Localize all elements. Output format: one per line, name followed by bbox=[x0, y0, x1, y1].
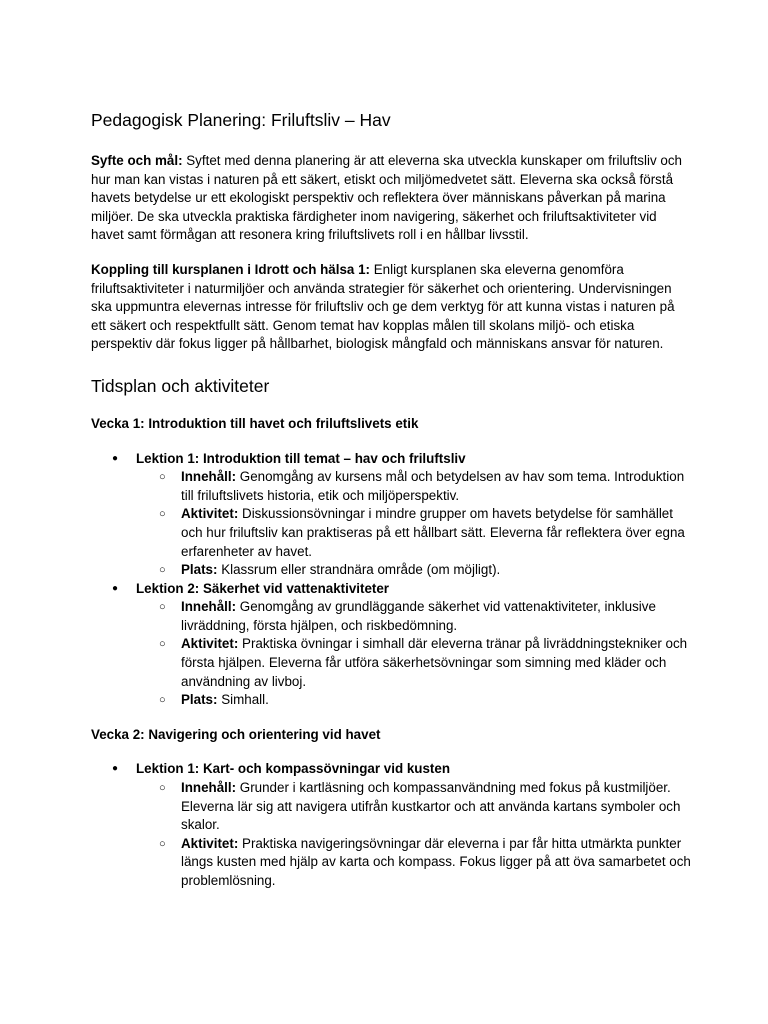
item-text: Simhall. bbox=[217, 692, 269, 708]
curriculum-paragraph bbox=[91, 261, 691, 354]
purpose-paragraph bbox=[91, 152, 691, 245]
curriculum-text: Enligt kursplanen ska eleverna genomföra friluftsaktiviteter i naturmiljöer och använda strategier för säkerhet och orientering. Undervisningen ska uppmuntra elevernas intresse för friluftsliv och ge dem verktyg för att kunna vistas i naturen på ett säkert och respektfullt sätt. Genom temat hav kopplas målen till skolans miljö- och etiska perspektiv där fokus ligger på hållbarhet, biologisk mångfald och människans ansvar för naturen. bbox=[91, 261, 675, 352]
lesson-title: Lektion 1: Introduktion till temat – hav och friluftsliv bbox=[136, 450, 466, 466]
week-2-heading: Vecka 2: Navigering och orientering vid havet bbox=[91, 726, 381, 742]
circle-bullet-icon: ○ bbox=[159, 782, 166, 795]
lesson-title: Lektion 1: Kart- och kompassövningar vid kusten bbox=[136, 761, 450, 777]
list-item bbox=[91, 561, 691, 580]
item-text: Praktiska navigeringsövningar där eleverna i par får hitta utmärkta punkter längs kusten med hjälp av karta och kompass. Fokus ligger på att öva samarbetet och problemlösning. bbox=[181, 835, 691, 888]
circle-bullet-icon: ○ bbox=[159, 508, 166, 521]
circle-bullet-icon: ○ bbox=[159, 694, 166, 707]
bullet-icon: ● bbox=[112, 452, 119, 464]
document-page bbox=[91, 108, 691, 891]
circle-bullet-icon: ○ bbox=[159, 837, 166, 850]
item-label: Innehåll: bbox=[181, 469, 237, 485]
lesson-title: Lektion 2: Säkerhet vid vattenaktiviteter bbox=[136, 580, 390, 596]
item-text: Genomgång av kursens mål och betydelsen av hav som tema. Introduktion till friluftslivets historia, etik och miljöperspektiv. bbox=[181, 469, 685, 503]
item-label: Plats: bbox=[181, 562, 218, 578]
list-item bbox=[91, 635, 691, 691]
list-item bbox=[91, 598, 691, 635]
item-text: Grunder i kartläsning och kompassanvändning med fokus på kustmiljöer. Eleverna lär sig att navigera utifrån kustkartor och att använda kartans symboler och skalor. bbox=[181, 780, 681, 833]
circle-bullet-icon: ○ bbox=[159, 564, 166, 577]
item-text: Genomgång av grundläggande säkerhet vid vattenaktiviteter, inklusive livräddning, första hjälpen, och riskbedömning. bbox=[181, 599, 656, 633]
item-label: Innehåll: bbox=[181, 780, 237, 796]
list-item bbox=[91, 505, 691, 561]
list-item bbox=[91, 691, 691, 710]
schedule-heading: Tidsplan och aktiviteter bbox=[91, 375, 270, 396]
week-2-lesson-1 bbox=[91, 760, 691, 890]
purpose-label: Syfte och mål: bbox=[91, 153, 183, 168]
document-title: Pedagogisk Planering: Friluftsliv – Hav bbox=[91, 110, 391, 130]
week-1-heading: Vecka 1: Introduktion till havet och friluftslivets etik bbox=[91, 415, 419, 431]
circle-bullet-icon: ○ bbox=[159, 601, 166, 614]
bullet-icon: ● bbox=[112, 763, 119, 775]
item-label: Aktivitet: bbox=[181, 506, 239, 522]
bullet-icon: ● bbox=[112, 582, 119, 594]
list-item bbox=[91, 779, 691, 835]
week-1-lesson-2 bbox=[91, 580, 691, 710]
item-label: Aktivitet: bbox=[181, 835, 239, 851]
item-label: Aktivitet: bbox=[181, 636, 239, 652]
curriculum-label: Koppling till kursplanen i Idrott och hälsa 1: bbox=[91, 261, 370, 277]
item-text: Diskussionsövningar i mindre grupper om havets betydelse för samhället och hur friluftsliv kan praktiseras på ett hållbart sätt. Eleverna får reflektera över egna erfarenheter av havet. bbox=[181, 506, 685, 559]
list-item bbox=[91, 468, 691, 505]
week-1-lesson-1 bbox=[91, 450, 691, 580]
circle-bullet-icon: ○ bbox=[159, 471, 166, 484]
item-label: Innehåll: bbox=[181, 599, 237, 615]
purpose-text: Syftet med denna planering är att eleverna ska utveckla kunskaper om friluftsliv och hur man kan vistas i naturen på ett säkert, etiskt och miljömedvetet sätt. Eleverna ska också förstå havets betydelse ur ett ekologiskt perspektiv och reflektera över människans påverkan på marina miljöer. De ska utveckla praktiska färdigheter inom navigering, säkerhet och friluftsaktiviteter vid havet samt förmågan att resonera kring friluftslivets roll i en hållbar livsstil. bbox=[91, 153, 682, 243]
item-text: Praktiska övningar i simhall där eleverna tränar på livräddningstekniker och första hjälpen. Eleverna får utföra säkerhetsövningar som simning med kläder och användning av livboj. bbox=[181, 636, 688, 689]
list-item bbox=[91, 835, 691, 891]
item-text: Klassrum eller strandnära område (om möjligt). bbox=[217, 562, 501, 578]
item-label: Plats: bbox=[181, 692, 218, 708]
circle-bullet-icon: ○ bbox=[159, 638, 166, 651]
